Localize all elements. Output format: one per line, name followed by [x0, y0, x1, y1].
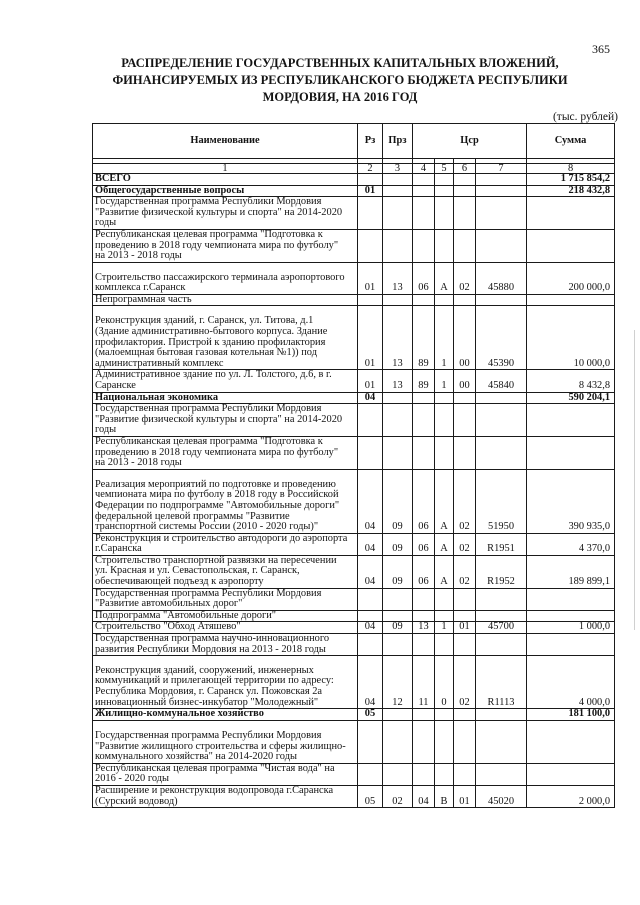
- row-name-line: ВСЕГО: [95, 173, 131, 184]
- row-name-line: ул. Красная и ул. Севастопольская, г. Саранск,: [95, 565, 300, 577]
- csr-subprogram-cell: [435, 294, 454, 306]
- csr-program-cell: [413, 709, 435, 721]
- row-name-cell: [93, 709, 358, 721]
- csr-event-cell: 01: [454, 786, 476, 808]
- csr-subprogram-cell: [435, 174, 454, 186]
- row-name-line: Реализация мероприятий по подготовке и проведению: [95, 478, 336, 490]
- csr-program-cell: [413, 294, 435, 306]
- row-name-line: (Здание административно-бытового корпуса. Здание: [95, 325, 328, 337]
- rz-cell: 01: [358, 370, 383, 392]
- csr-direction-cell: [476, 294, 527, 306]
- row-name-cell: [93, 436, 358, 469]
- row-name-line: Республиканская целевая программа "Чистая вода" на: [95, 762, 335, 774]
- scan-artifact-line: [634, 330, 635, 630]
- row-name-cell: [93, 588, 358, 610]
- index-cell: 8: [527, 164, 615, 174]
- header-csr: Цср: [413, 124, 527, 159]
- prz-cell: 09: [383, 622, 413, 634]
- csr-direction-cell: [476, 174, 527, 186]
- prz-cell: [383, 436, 413, 469]
- table-row: [93, 436, 615, 469]
- table-row: [93, 709, 615, 721]
- row-name-cell: [93, 262, 358, 294]
- prz-cell: 09: [383, 469, 413, 533]
- row-name-line: Реконструкция и строительство автодороги до аэропорта: [95, 532, 348, 544]
- csr-event-cell: [454, 185, 476, 197]
- table-row: [93, 229, 615, 262]
- row-name-cell: [93, 306, 358, 370]
- csr-direction-cell: [476, 709, 527, 721]
- sum-cell: 1 000,0: [527, 622, 615, 634]
- csr-direction-cell: 45020: [476, 786, 527, 808]
- csr-program-cell: [413, 174, 435, 186]
- index-cell: 4: [413, 164, 435, 174]
- sum-cell: 2 000,0: [527, 786, 615, 808]
- index-cell: 7: [476, 164, 527, 174]
- row-name-cell: [93, 555, 358, 588]
- prz-cell: [383, 229, 413, 262]
- csr-direction-cell: [476, 763, 527, 785]
- sum-cell: [527, 294, 615, 306]
- row-name-line: "Развитие автомобильных дорог": [95, 598, 243, 610]
- csr-event-cell: [454, 436, 476, 469]
- csr-program-cell: [413, 588, 435, 610]
- csr-program-cell: [413, 763, 435, 785]
- row-name-line: Республиканская целевая программа "Подготовка к: [95, 435, 323, 447]
- prz-cell: [383, 404, 413, 437]
- row-name-line: Реконструкция зданий, сооружений, инженерных: [95, 664, 314, 676]
- csr-direction-cell: R1113: [476, 656, 527, 709]
- rz-cell: 01: [358, 262, 383, 294]
- row-name-line: годы: [95, 217, 117, 229]
- table-row: [93, 469, 615, 533]
- sum-cell: 590 204,1: [527, 392, 615, 404]
- rz-cell: [358, 588, 383, 610]
- csr-direction-cell: R1952: [476, 555, 527, 588]
- index-cell: 6: [454, 164, 476, 174]
- sum-cell: [527, 720, 615, 763]
- csr-direction-cell: [476, 197, 527, 230]
- csr-event-cell: [454, 392, 476, 404]
- csr-subprogram-cell: [435, 709, 454, 721]
- rz-cell: [358, 404, 383, 437]
- csr-direction-cell: [476, 392, 527, 404]
- table-body: [93, 174, 615, 808]
- row-name-cell: [93, 197, 358, 230]
- prz-cell: 09: [383, 533, 413, 555]
- index-cell: 3: [383, 164, 413, 174]
- sum-cell: [527, 588, 615, 610]
- rz-cell: 04: [358, 533, 383, 555]
- csr-subprogram-cell: В: [435, 786, 454, 808]
- csr-subprogram-cell: [435, 610, 454, 622]
- csr-event-cell: 02: [454, 555, 476, 588]
- row-name-line: инновационный бизнес-инкубатор "Молодежный": [95, 696, 319, 708]
- prz-cell: [383, 634, 413, 656]
- csr-program-cell: [413, 229, 435, 262]
- table-row: [93, 185, 615, 197]
- csr-program-cell: 06: [413, 469, 435, 533]
- row-name-line: развития Республики Мордовия на 2013 - 2018 годы: [95, 643, 326, 655]
- csr-subprogram-cell: А: [435, 262, 454, 294]
- sum-cell: [527, 634, 615, 656]
- rz-cell: [358, 436, 383, 469]
- csr-subprogram-cell: [435, 229, 454, 262]
- csr-program-cell: 89: [413, 370, 435, 392]
- csr-subprogram-cell: [435, 185, 454, 197]
- prz-cell: 12: [383, 656, 413, 709]
- table-row: [93, 174, 615, 186]
- sum-cell: 390 935,0: [527, 469, 615, 533]
- row-name-line: комплекса г.Саранск: [95, 282, 186, 294]
- row-name-cell: [93, 294, 358, 306]
- csr-direction-cell: [476, 634, 527, 656]
- prz-cell: [383, 588, 413, 610]
- row-name-cell: [93, 610, 358, 622]
- csr-event-cell: 02: [454, 469, 476, 533]
- sum-cell: [527, 197, 615, 230]
- table-row: [93, 392, 615, 404]
- row-name-line: чемпионата мира по футболу в 2018 году в Российской: [95, 489, 339, 501]
- page-number: 365: [592, 42, 610, 56]
- row-name-cell: [93, 185, 358, 197]
- sum-cell: [527, 229, 615, 262]
- table-row: [93, 306, 615, 370]
- csr-direction-cell: 51950: [476, 469, 527, 533]
- csr-subprogram-cell: А: [435, 555, 454, 588]
- csr-event-cell: [454, 404, 476, 437]
- prz-cell: [383, 720, 413, 763]
- rz-cell: 04: [358, 555, 383, 588]
- csr-subprogram-cell: А: [435, 469, 454, 533]
- rz-cell: 04: [358, 622, 383, 634]
- row-name-line: Строительство "Обход Атяшево": [95, 621, 241, 633]
- row-name-line: Строительство пассажирского терминала аэропортового: [95, 271, 345, 283]
- prz-cell: 09: [383, 555, 413, 588]
- row-name-cell: [93, 786, 358, 808]
- csr-event-cell: [454, 709, 476, 721]
- row-name-line: коммунального хозяйства" на 2014-2020 годы: [95, 751, 297, 763]
- csr-direction-cell: [476, 588, 527, 610]
- rz-cell: 04: [358, 656, 383, 709]
- row-name-line: Государственная программа Республики Мордовия: [95, 587, 322, 599]
- csr-direction-cell: [476, 720, 527, 763]
- row-name-line: Административное здание по ул. Л. Толстого, д.6, в г.: [95, 369, 332, 381]
- prz-cell: [383, 392, 413, 404]
- csr-event-cell: [454, 763, 476, 785]
- row-name-cell: [93, 656, 358, 709]
- csr-subprogram-cell: 0: [435, 656, 454, 709]
- index-cell: 2: [358, 164, 383, 174]
- prz-cell: [383, 174, 413, 186]
- table-row: [93, 763, 615, 785]
- rz-cell: [358, 294, 383, 306]
- sum-cell: 1 715 854,2: [527, 174, 615, 186]
- row-name-cell: [93, 404, 358, 437]
- csr-direction-cell: R1951: [476, 533, 527, 555]
- header-sum: Сумма: [527, 124, 615, 159]
- csr-event-cell: 02: [454, 262, 476, 294]
- csr-subprogram-cell: 1: [435, 306, 454, 370]
- row-name-cell: [93, 370, 358, 392]
- csr-event-cell: 01: [454, 622, 476, 634]
- row-name-cell: [93, 533, 358, 555]
- prz-cell: [383, 610, 413, 622]
- csr-program-cell: [413, 392, 435, 404]
- row-name-cell: [93, 763, 358, 785]
- row-name-line: Государственная программа научно-инновационного: [95, 633, 330, 645]
- row-name-line: федеральной целевой программы "Развитие: [95, 510, 290, 522]
- row-name-line: Государственная программа Республики Мордовия: [95, 196, 322, 208]
- csr-event-cell: [454, 634, 476, 656]
- row-name-line: "Развитие физической культуры и спорта" на 2014-2020: [95, 206, 343, 218]
- csr-direction-cell: [476, 436, 527, 469]
- csr-program-cell: 04: [413, 786, 435, 808]
- units-label: (тыс. рублей): [552, 111, 618, 123]
- sum-cell: 189 899,1: [527, 555, 615, 588]
- title-line-2: ФИНАНСИРУЕМЫХ ИЗ РЕСПУБЛИКАНСКОГО БЮДЖЕТА РЕСПУБЛИКИ: [112, 73, 568, 87]
- prz-cell: 13: [383, 306, 413, 370]
- csr-direction-cell: [476, 610, 527, 622]
- sum-cell: 10 000,0: [527, 306, 615, 370]
- csr-event-cell: 00: [454, 370, 476, 392]
- csr-subprogram-cell: [435, 763, 454, 785]
- row-name-line: коммуникаций и прилегающей территории по адресу:: [95, 675, 334, 687]
- row-name-line: Государственная программа Республики Мордовия: [95, 403, 322, 415]
- prz-cell: [383, 197, 413, 230]
- csr-subprogram-cell: [435, 404, 454, 437]
- table-row: [93, 720, 615, 763]
- csr-direction-cell: 45390: [476, 306, 527, 370]
- csr-subprogram-cell: А: [435, 533, 454, 555]
- csr-program-cell: [413, 720, 435, 763]
- rz-cell: 05: [358, 786, 383, 808]
- csr-program-cell: 11: [413, 656, 435, 709]
- sum-cell: 8 432,8: [527, 370, 615, 392]
- csr-program-cell: 06: [413, 533, 435, 555]
- row-name-cell: [93, 229, 358, 262]
- row-name-cell: [93, 174, 358, 186]
- csr-program-cell: [413, 404, 435, 437]
- row-name-line: проведению в 2018 году чемпионата мира по футболу": [95, 446, 339, 458]
- row-name-line: 2016 - 2020 годы: [95, 773, 169, 785]
- capital-investment-table: [92, 123, 615, 808]
- csr-direction-cell: 45880: [476, 262, 527, 294]
- csr-direction-cell: 45840: [476, 370, 527, 392]
- csr-program-cell: 06: [413, 555, 435, 588]
- csr-event-cell: 02: [454, 656, 476, 709]
- rz-cell: 01: [358, 185, 383, 197]
- rz-cell: 05: [358, 709, 383, 721]
- table-row: [93, 197, 615, 230]
- index-cell: 5: [435, 164, 454, 174]
- csr-program-cell: [413, 436, 435, 469]
- csr-event-cell: [454, 720, 476, 763]
- csr-direction-cell: [476, 185, 527, 197]
- row-name-line: Республиканская целевая программа "Подготовка к: [95, 228, 323, 240]
- csr-event-cell: [454, 229, 476, 262]
- index-cell: 1: [93, 164, 358, 174]
- csr-event-cell: [454, 294, 476, 306]
- sum-cell: 181 100,0: [527, 709, 615, 721]
- table-row: [93, 370, 615, 392]
- row-name-line: Саранске: [95, 379, 136, 391]
- title-line-1: РАСПРЕДЕЛЕНИЕ ГОСУДАРСТВЕННЫХ КАПИТАЛЬНЫХ ВЛОЖЕНИЙ,: [121, 56, 559, 70]
- row-name-cell: [93, 634, 358, 656]
- sum-cell: 4 370,0: [527, 533, 615, 555]
- table-row: [93, 555, 615, 588]
- csr-program-cell: 06: [413, 262, 435, 294]
- csr-program-cell: [413, 185, 435, 197]
- csr-program-cell: 89: [413, 306, 435, 370]
- header-row: [93, 124, 615, 159]
- csr-program-cell: [413, 634, 435, 656]
- rz-cell: [358, 174, 383, 186]
- sum-cell: 200 000,0: [527, 262, 615, 294]
- row-name-line: Жилищно-коммунальное хозяйство: [95, 708, 264, 720]
- row-name-cell: [93, 392, 358, 404]
- table-row: [93, 404, 615, 437]
- prz-cell: [383, 709, 413, 721]
- table-row: [93, 294, 615, 306]
- rz-cell: [358, 610, 383, 622]
- row-name-line: Подпрограмма "Автомобильные дороги": [95, 609, 277, 621]
- row-name-line: административный комплекс: [95, 357, 224, 369]
- rz-cell: [358, 720, 383, 763]
- csr-subprogram-cell: 1: [435, 370, 454, 392]
- csr-direction-cell: [476, 229, 527, 262]
- row-name-line: Расширение и реконструкция водопровода г.Саранска: [95, 785, 334, 796]
- column-index-row: [93, 164, 615, 174]
- rz-cell: 01: [358, 306, 383, 370]
- table-row: [93, 533, 615, 555]
- csr-event-cell: 02: [454, 533, 476, 555]
- table-row: [93, 656, 615, 709]
- table-row: [93, 622, 615, 634]
- row-name-line: Республика Мордовия, г. Саранск ул. Пожовская 2а: [95, 686, 323, 698]
- table-row: [93, 634, 615, 656]
- csr-event-cell: [454, 610, 476, 622]
- row-name-line: (малоемщная бытовая газовая котельная №1)) под: [95, 347, 317, 359]
- table-row: [93, 610, 615, 622]
- row-name-cell: [93, 469, 358, 533]
- prz-cell: 02: [383, 786, 413, 808]
- csr-event-cell: 00: [454, 306, 476, 370]
- row-name-line: Национальная экономика: [95, 391, 219, 403]
- row-name-line: (Сурский водовод): [95, 795, 178, 807]
- row-name-cell: [93, 720, 358, 763]
- sum-cell: [527, 763, 615, 785]
- csr-direction-cell: [476, 404, 527, 437]
- csr-subprogram-cell: [435, 720, 454, 763]
- row-name-line: г.Саранска: [95, 543, 142, 555]
- csr-event-cell: [454, 588, 476, 610]
- row-name-line: профилактория. Пристрой к зданию профилактория: [95, 336, 326, 348]
- csr-direction-cell: 45700: [476, 622, 527, 634]
- csr-subprogram-cell: [435, 436, 454, 469]
- row-name-line: "Развитие физической культуры и спорта" на 2014-2020: [95, 413, 343, 425]
- rz-cell: [358, 763, 383, 785]
- row-name-cell: [93, 622, 358, 634]
- csr-program-cell: 13: [413, 622, 435, 634]
- table-row: [93, 588, 615, 610]
- csr-program-cell: [413, 610, 435, 622]
- sum-cell: [527, 404, 615, 437]
- csr-program-cell: [413, 197, 435, 230]
- prz-cell: [383, 763, 413, 785]
- document-title: [60, 55, 620, 106]
- row-name-line: обеспечивающей подъезд к аэропорту: [95, 576, 264, 588]
- row-name-line: транспортной системы России (2010 - 2020 годы)": [95, 521, 319, 533]
- row-name-line: "Развитие жилищного строительства и сферы жилищно-: [95, 740, 346, 752]
- row-name-line: на 2013 - 2018 годы: [95, 250, 182, 262]
- csr-event-cell: [454, 197, 476, 230]
- row-name-line: на 2013 - 2018 годы: [95, 457, 182, 469]
- prz-cell: 13: [383, 262, 413, 294]
- table-row: [93, 262, 615, 294]
- csr-subprogram-cell: 1: [435, 622, 454, 634]
- header-name: Наименование: [93, 124, 358, 159]
- row-name-line: проведению в 2018 году чемпионата мира по футболу": [95, 239, 339, 251]
- row-name-line: Непрограммная часть: [95, 293, 192, 305]
- rz-cell: 04: [358, 392, 383, 404]
- table-row: [93, 786, 615, 808]
- title-line-3: МОРДОВИЯ, НА 2016 ГОД: [262, 90, 418, 104]
- sum-cell: 4 000,0: [527, 656, 615, 709]
- sum-cell: [527, 436, 615, 469]
- header-rz: Рз: [358, 124, 383, 159]
- row-name-line: Государственная программа Республики Мордовия: [95, 730, 322, 742]
- sum-cell: 218 432,8: [527, 185, 615, 197]
- csr-subprogram-cell: [435, 588, 454, 610]
- rz-cell: 04: [358, 469, 383, 533]
- row-name-line: Федерации по подпрограмме "Автомобильные дороги": [95, 499, 340, 511]
- header-prz: Прз: [383, 124, 413, 159]
- row-name-line: годы: [95, 424, 117, 436]
- prz-cell: 13: [383, 370, 413, 392]
- csr-subprogram-cell: [435, 392, 454, 404]
- rz-cell: [358, 229, 383, 262]
- rz-cell: [358, 634, 383, 656]
- row-name-line: Реконструкция зданий, г. Саранск, ул. Титова, д.1: [95, 315, 314, 327]
- sum-cell: [527, 610, 615, 622]
- row-name-line: Общегосударственные вопросы: [95, 184, 245, 196]
- csr-subprogram-cell: [435, 634, 454, 656]
- prz-cell: [383, 294, 413, 306]
- prz-cell: [383, 185, 413, 197]
- csr-subprogram-cell: [435, 197, 454, 230]
- csr-event-cell: [454, 174, 476, 186]
- row-name-line: Строительство транспортной развязки на пересечении: [95, 554, 337, 566]
- rz-cell: [358, 197, 383, 230]
